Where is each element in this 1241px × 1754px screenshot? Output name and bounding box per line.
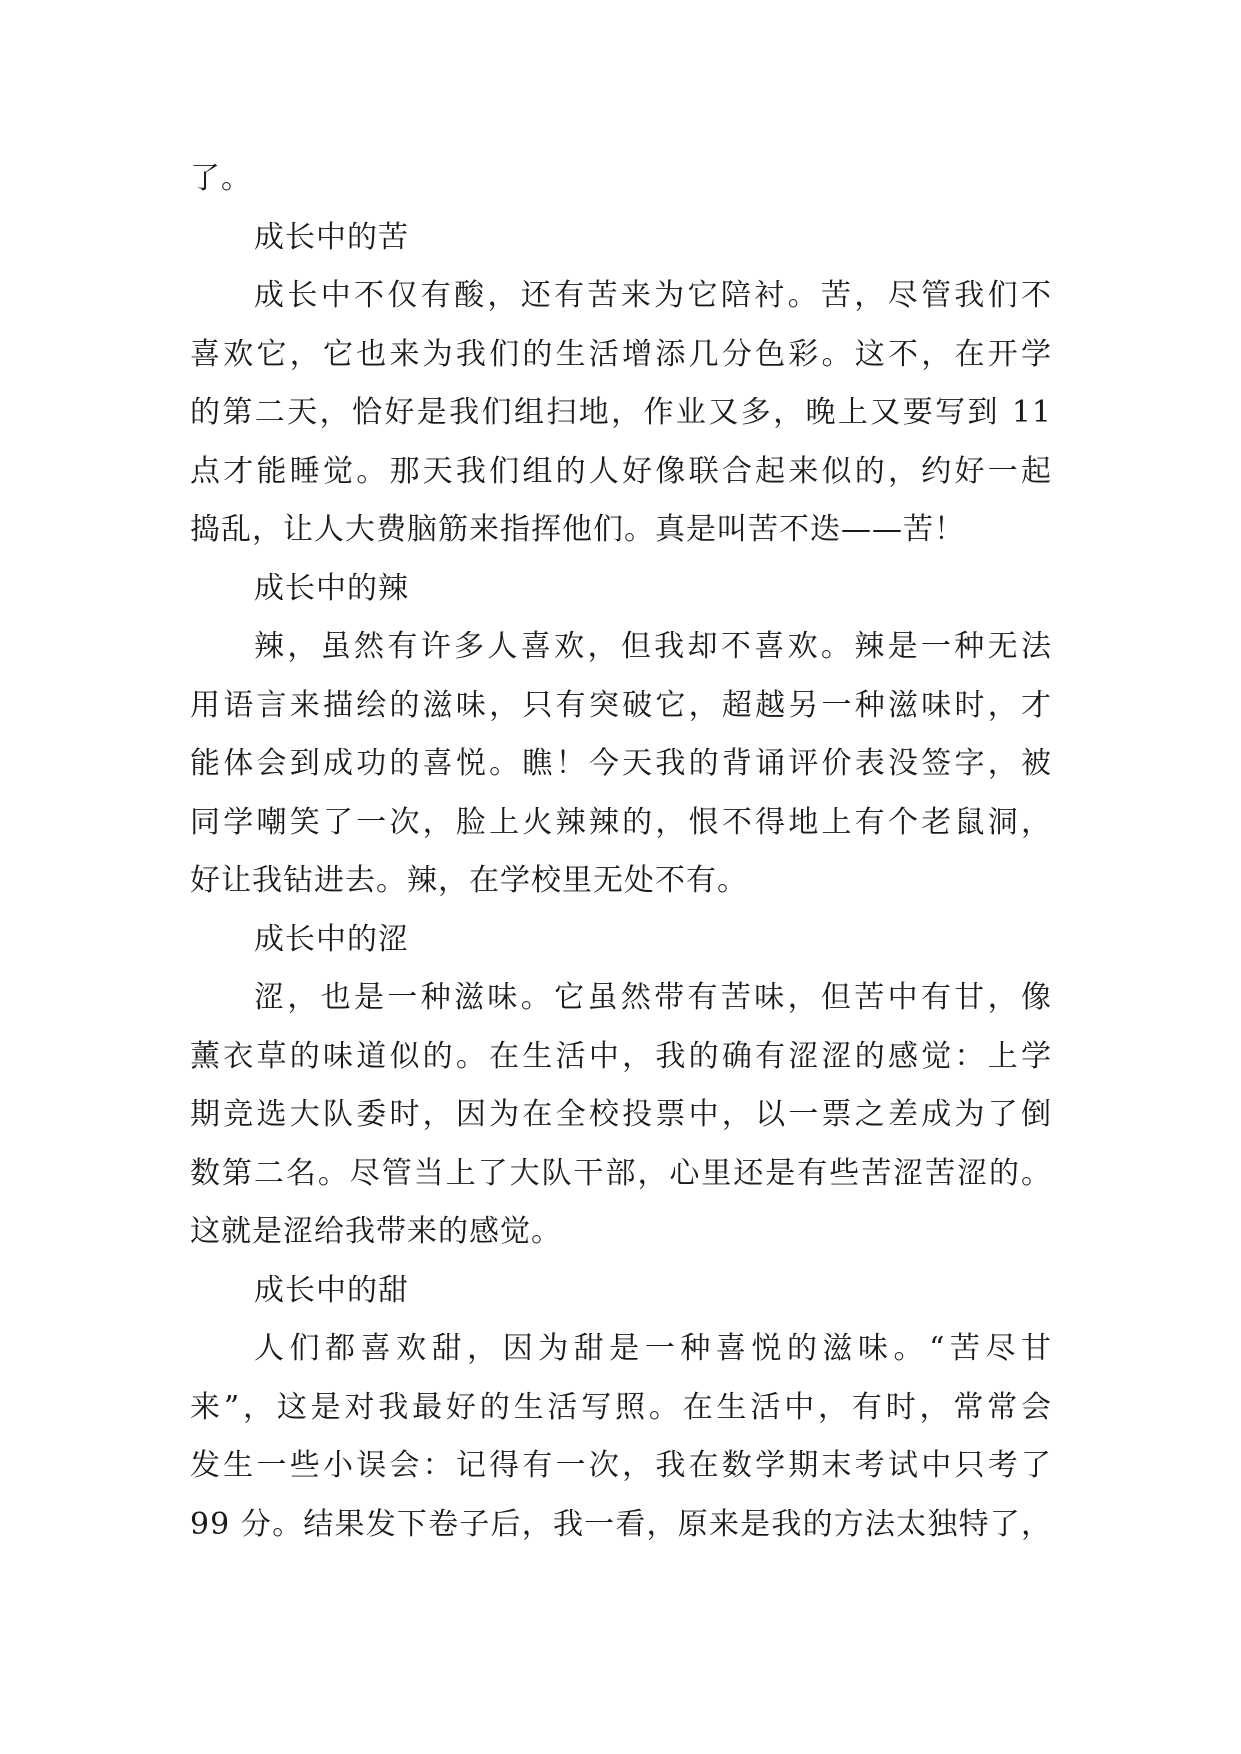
paragraph-line: 人们都喜欢甜，因为甜是一种喜悦的滋味。“苦尽甘 bbox=[254, 1331, 1052, 1366]
section-heading-astringent: 成长中的涩 bbox=[254, 921, 409, 957]
paragraph-line: 好让我钻进去。辣，在学校里无处不有。 bbox=[190, 863, 748, 898]
paragraph-line: 涩，也是一种滋味。它虽然带有苦味，但苦中有甘，像 bbox=[254, 980, 1052, 1015]
paragraph-line: 点才能睡觉。那天我们组的人好像联合起来似的，约好一起 bbox=[190, 453, 1052, 489]
paragraph-line: 成长中不仅有酸，还有苦来为它陪衬。苦，尽管我们不 bbox=[254, 278, 1052, 313]
paragraph-line: 喜欢它，它也来为我们的生活增添几分色彩。这不，在开学 bbox=[190, 336, 1052, 372]
paragraph-line: 能体会到成功的喜悦。瞧！今天我的背诵评价表没签字，被 bbox=[190, 746, 1052, 781]
paragraph-line: 捣乱，让人大费脑筋来指挥他们。真是叫苦不迭——苦！ bbox=[190, 512, 965, 547]
section-heading-spicy: 成长中的辣 bbox=[254, 570, 409, 606]
paragraph-line: 薰衣草的味道似的。在生活中，我的确有涩涩的感觉：上学 bbox=[190, 1038, 1052, 1074]
paragraph-line: 的第二天，恰好是我们组扫地，作业又多，晚上又要写到 11 bbox=[190, 395, 1052, 430]
paragraph-line: 同学嘲笑了一次，脸上火辣辣的，恨不得地上有个老鼠洞， bbox=[190, 804, 1052, 840]
paragraph-line: 这就是涩给我带来的感觉。 bbox=[190, 1214, 562, 1249]
paragraph-line: 了。 bbox=[190, 161, 252, 196]
section-heading-bitter: 成长中的苦 bbox=[254, 219, 409, 255]
paragraph-line: 期竞选大队委时，因为在全校投票中，以一票之差成为了倒 bbox=[190, 1097, 1052, 1132]
section-heading-sweet: 成长中的甜 bbox=[254, 1272, 409, 1308]
paragraph-line: 来”，这是对我最好的生活写照。在生活中，有时，常常会 bbox=[190, 1389, 1052, 1425]
paragraph-line: 数第二名。尽管当上了大队干部，心里还是有些苦涩苦涩的。 bbox=[190, 1155, 1052, 1191]
document-page bbox=[190, 150, 1052, 1554]
paragraph-line: 99 分。结果发下卷子后，我一看，原来是我的方法太独特了， bbox=[190, 1506, 1052, 1542]
paragraph-line: 发生一些小误会：记得有一次，我在数学期末考试中只考了 bbox=[190, 1448, 1052, 1483]
paragraph-line: 用语言来描绘的滋味，只有突破它，超越另一种滋味时，才 bbox=[190, 687, 1052, 723]
paragraph-line: 辣，虽然有许多人喜欢，但我却不喜欢。辣是一种无法 bbox=[254, 629, 1052, 664]
